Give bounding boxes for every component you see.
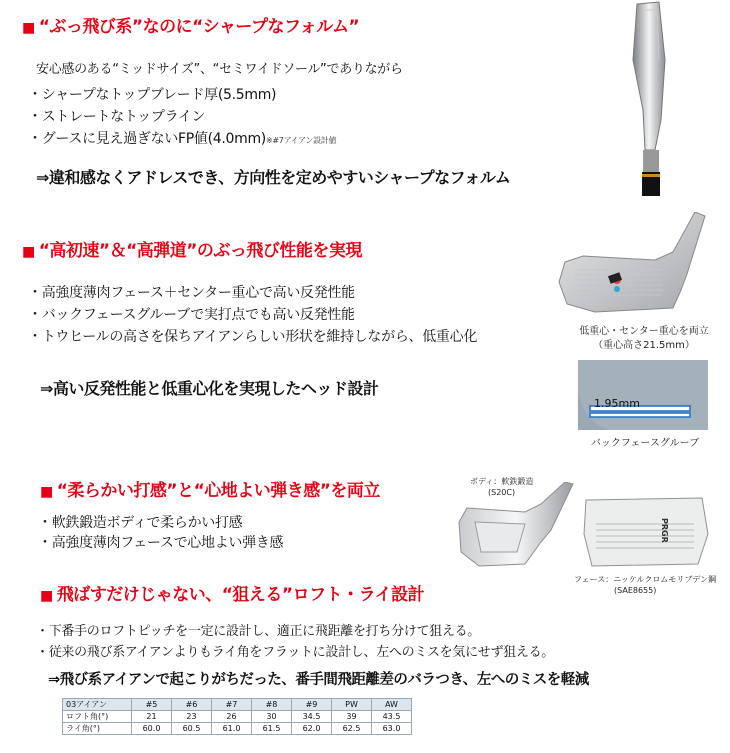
section4-heading: ■ 飛ばすだけじゃない、“狙える”ロフト・ライ設計 xyxy=(40,585,425,605)
section1-intro: 安心感のある“ミッドサイズ”、“セミワイドソール”でありながら xyxy=(36,62,403,77)
table-cell: 60.5 xyxy=(172,723,212,735)
face-material-label: フェース：ニッケルクロムモリブデン鋼 xyxy=(574,575,717,584)
table-header-cell: #7 xyxy=(212,699,252,711)
red-square-icon: ■ xyxy=(40,588,53,604)
face-plate-image xyxy=(582,494,712,568)
groove-caption: バックフェースグルーブ xyxy=(590,438,700,449)
section2-bullet-1: ・高強度薄肉フェース＋センター重心で高い反発性能 xyxy=(28,285,355,301)
loft-lie-table xyxy=(62,698,412,735)
table-cell: 62.0 xyxy=(292,723,332,735)
table-cell: 61.0 xyxy=(212,723,252,735)
section2-bullet-3: ・トウヒールの高さを保ちアイアンらしい形状を維持しながら、低重心化 xyxy=(28,329,478,345)
table-cell: 34.5 xyxy=(292,711,332,723)
table-header-cell: AW xyxy=(372,699,412,711)
table-row xyxy=(63,723,412,735)
body-material-label: ボディ：軟鉄鍛造 xyxy=(470,477,534,486)
design-note: ※#7アイアン設計値 xyxy=(265,136,337,145)
section3-bullet-2: ・高強度薄肉フェースで心地よい弾き感 xyxy=(38,535,284,551)
red-square-icon: ■ xyxy=(40,484,53,500)
table-cell: 23 xyxy=(172,711,212,723)
section1-conclusion: ⇒違和感なくアドレスでき、方向性を定めやすいシャープなフォルム xyxy=(36,168,511,187)
red-square-icon: ■ xyxy=(22,244,35,260)
section2-bullet-2: ・バックフェースグルーブで実打点でも高い反発性能 xyxy=(28,307,355,323)
table-header-row xyxy=(63,699,412,711)
section1-bullet-2: ・ストレートなトップライン xyxy=(28,109,206,125)
body-material-code: (S20C) xyxy=(488,488,516,497)
section3-heading: ■ “柔らかい打感”と“心地よい弾き感”を両立 xyxy=(40,481,380,501)
iron-face-image xyxy=(555,212,725,316)
iron-face-caption-1: 低重心・センター重心を両立 xyxy=(579,326,709,337)
forged-body-image xyxy=(455,482,575,572)
section4-bullet-1: ・下番手のロフトピッチを一定に設計し、適正に飛距離を打ち分けて狙える。 xyxy=(36,624,480,639)
table-cell: 63.0 xyxy=(372,723,412,735)
section3-bullet-1: ・軟鉄鍛造ボディで柔らかい打感 xyxy=(38,515,243,531)
section4-conclusion: ⇒飛び系アイアンで起こりがちだった、番手間飛距離差のバラつき、左へのミスを軽減 xyxy=(48,672,589,688)
section4-bullet-2: ・従来の飛び系アイアンよりもライ角をフラットに設計し、左へのミスを気にせず狙える。 xyxy=(36,645,554,660)
table-header-cell: 03アイアン xyxy=(63,699,132,711)
section1-bullet-3: ・グースに見え過ぎないFP値(4.0mm)※#7アイアン設計値 xyxy=(28,131,337,147)
table-cell: 21 xyxy=(132,711,172,723)
table-cell: 62.5 xyxy=(332,723,372,735)
groove-dimension: 1.95mm xyxy=(594,397,640,410)
red-square-icon: ■ xyxy=(22,20,35,36)
table-header-cell: PW xyxy=(332,699,372,711)
table-row-label: ライ角(°) xyxy=(63,723,132,735)
table-cell: 61.5 xyxy=(252,723,292,735)
table-cell: 60.0 xyxy=(132,723,172,735)
table-cell: 26 xyxy=(212,711,252,723)
section1-bullet-1: ・シャープなトップブレード厚(5.5mm) xyxy=(28,87,277,103)
table-header-cell: #6 xyxy=(172,699,212,711)
iron-top-view-image xyxy=(615,0,705,200)
section1-heading: ■ “ぶっ飛び系”なのに“シャープなフォルム” xyxy=(22,17,360,37)
table-header-cell: #9 xyxy=(292,699,332,711)
table-cell: 39 xyxy=(332,711,372,723)
groove-section-image xyxy=(578,360,708,430)
table-cell: 30 xyxy=(252,711,292,723)
section2-conclusion: ⇒高い反発性能と低重心化を実現したヘッド設計 xyxy=(40,379,379,398)
table-header-cell: #8 xyxy=(252,699,292,711)
table-row-label: ロフト角(°) xyxy=(63,711,132,723)
table-row xyxy=(63,711,412,723)
iron-face-caption-2: （重心高さ21.5mm） xyxy=(593,340,695,351)
face-brand-text: PRGR xyxy=(660,518,669,543)
table-cell: 43.5 xyxy=(372,711,412,723)
table-header-cell: #5 xyxy=(132,699,172,711)
section2-heading: ■ “高初速”＆“高弾道”のぶっ飛び性能を実現 xyxy=(22,241,362,261)
face-material-code: (SAE8655) xyxy=(614,586,657,595)
